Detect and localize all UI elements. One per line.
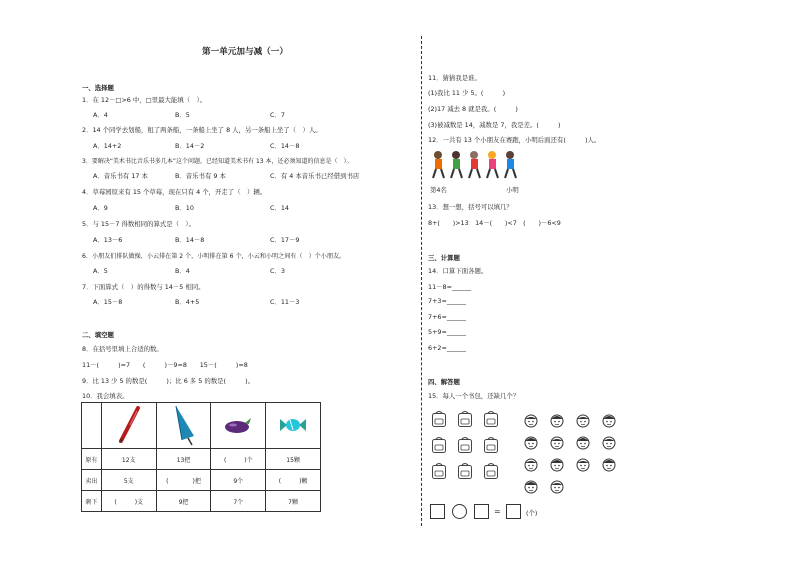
- calc-item: 6+2=______: [428, 344, 467, 352]
- question-10: 10．我会填表。: [82, 392, 129, 400]
- calc-item: 5+9=______: [428, 328, 467, 336]
- q5-option-c: C．17－9: [270, 236, 300, 244]
- answer-box[interactable]: [430, 504, 445, 519]
- schoolbag-icon: [430, 436, 448, 454]
- label-fourth-place: 第4名: [430, 186, 447, 194]
- q6-option-a: A．5: [93, 267, 108, 275]
- umbrella-icon: [170, 404, 198, 446]
- unit-label: (个): [526, 509, 538, 517]
- candy-cell: [266, 403, 321, 449]
- table-cell: 7颗: [266, 491, 321, 512]
- row-label-original: 原有: [82, 449, 102, 470]
- child-face-icon: [549, 478, 565, 494]
- q6-option-c: C．3: [270, 267, 285, 275]
- q5-option-a: A．13－6: [93, 236, 123, 244]
- schoolbag-icon: [456, 462, 474, 480]
- row-label-sold: 卖出: [82, 470, 102, 491]
- pen-icon: [116, 405, 142, 445]
- child-face-icon: [601, 456, 617, 472]
- q4-option-b: B．10: [175, 204, 194, 212]
- goods-table: [81, 402, 321, 512]
- question-8: 8．在括号里填上合适的数。: [82, 345, 163, 353]
- question-14: 14．口算下面各题。: [428, 267, 488, 275]
- section-solve-heading: 四、解答题: [428, 378, 460, 386]
- row-label-remaining: 剩下: [82, 491, 102, 512]
- table-cell: 13把: [156, 449, 211, 470]
- child-face-icon: [523, 412, 539, 428]
- child-face-icon: [523, 456, 539, 472]
- question-2: 2．14 个同学去划船，租了两条船，一条船上坐了 8 人，另一条船上坐了（ ）人。: [82, 126, 322, 134]
- section-fill-heading: 二、填空题: [82, 331, 114, 339]
- q3-option-c: C．有 4 本音乐书已经借到书店: [270, 172, 360, 180]
- table-cell: 9个: [211, 470, 266, 491]
- child-figure: [487, 151, 498, 178]
- q7-option-c: C．11－3: [270, 298, 300, 306]
- calc-item: 11－8=______: [428, 283, 472, 291]
- schoolbag-icon: [430, 410, 448, 428]
- child-face-icon: [601, 412, 617, 428]
- question-11: 11．猜猜我是谁。: [428, 74, 481, 82]
- table-cell: 9把: [156, 491, 211, 512]
- answer-box[interactable]: [474, 504, 489, 519]
- q3-option-a: A．音乐书有 17 本: [93, 172, 148, 180]
- schoolbag-icon: [456, 436, 474, 454]
- candy-icon: [278, 415, 308, 435]
- q11-line-3: (3)被减数是 14，减数是 7，我是差。( ): [428, 121, 561, 129]
- child-face-icon: [575, 412, 591, 428]
- q2-option-b: B．14－2: [175, 142, 205, 150]
- question-5: 5．与 15－7 得数相同的算式是（ ）。: [82, 220, 195, 228]
- equals-sign: =: [494, 507, 501, 516]
- table-cell: 5支: [101, 470, 156, 491]
- table-cell: 7个: [211, 491, 266, 512]
- question-3: 3．要解决“美术书比音乐书多几本”这个问题，已经知道美术书有 13 本，还必须知道的信息是（ ）。: [82, 158, 353, 165]
- question-8-equations: 11－( )=7 ( )－9=8 15－( )=8: [82, 361, 248, 369]
- table-cell: 15颗: [266, 449, 321, 470]
- child-face-icon: [549, 456, 565, 472]
- umbrella-cell: [156, 403, 211, 449]
- child-face-icon: [575, 456, 591, 472]
- schoolbag-icon: [482, 436, 500, 454]
- answer-box[interactable]: [506, 504, 521, 519]
- question-1: 1．在 12－□>6 中，□里最大能填（ ）。: [82, 96, 207, 104]
- child-face-icon: [523, 478, 539, 494]
- child-face-icon: [549, 434, 565, 450]
- q7-option-b: B．4+5: [175, 298, 200, 306]
- child-face-icon: [549, 412, 565, 428]
- q1-option-c: C．7: [270, 111, 285, 119]
- eggplant-cell: [211, 403, 266, 449]
- pen-cell: [101, 403, 156, 449]
- question-15: 15．每人一个书包，还缺几个？: [428, 392, 520, 400]
- section-choice-heading: 一、选择题: [82, 84, 114, 92]
- question-13: 13．想一想，括号可以填几？: [428, 203, 513, 211]
- schoolbag-icon: [482, 410, 500, 428]
- running-children-illustration: [430, 148, 530, 184]
- question-13-inequalities: 8+( )>13 14－( )<7 ( )－6<9: [428, 219, 561, 227]
- table-cell: ( )把: [156, 470, 211, 491]
- child-face-icon: [523, 434, 539, 450]
- q1-option-b: B．5: [175, 111, 190, 119]
- calc-item: 7+3=______: [428, 297, 467, 305]
- child-face-icon: [575, 434, 591, 450]
- q4-option-a: A．9: [93, 204, 108, 212]
- question-7: 7．下面算式（ ）的得数与 14－5 相同。: [82, 283, 205, 291]
- q5-option-b: B．14－8: [175, 236, 205, 244]
- table-cell: ( )个: [211, 449, 266, 470]
- schoolbag-icon: [456, 410, 474, 428]
- q2-option-c: C．14－8: [270, 142, 300, 150]
- calc-item: 7+6=______: [428, 313, 467, 321]
- question-12: 12．一共有 13 个小朋友在赛跑，小明后面还有( )人。: [428, 136, 601, 144]
- q4-option-c: C．14: [270, 204, 289, 212]
- question-4: 4．草莓园原来有 15 个草莓，现在只有 4 个，开走了（ ）辆。: [82, 188, 267, 196]
- q6-option-b: B．4: [175, 267, 190, 275]
- schoolbag-icon: [430, 462, 448, 480]
- q2-option-a: A．14+2: [93, 142, 122, 150]
- operator-circle[interactable]: [452, 504, 467, 519]
- child-figure: [451, 151, 462, 178]
- child-figure: [433, 151, 444, 178]
- child-face-icon: [601, 434, 617, 450]
- label-xiaoming: 小明: [506, 186, 519, 194]
- q11-line-2: (2)17 减去 8 就是我。( ): [428, 105, 518, 113]
- table-cell: ( )支: [101, 491, 156, 512]
- table-cell: ( )颗: [266, 470, 321, 491]
- table-cell: 12支: [101, 449, 156, 470]
- q7-option-a: A．15－8: [93, 298, 123, 306]
- section-calc-heading: 三、计算题: [428, 254, 460, 262]
- schoolbag-icon: [482, 462, 500, 480]
- page-title: 第一单元加与减（一）: [202, 47, 288, 57]
- q11-line-1: (1)我比 11 少 5。( ): [428, 89, 506, 97]
- q1-option-a: A．4: [93, 111, 108, 119]
- table-corner-cell: [82, 403, 102, 449]
- column-divider: [421, 36, 422, 526]
- child-figure: [469, 151, 480, 178]
- q3-option-b: B．音乐书有 9 本: [175, 172, 226, 180]
- eggplant-icon: [223, 414, 253, 436]
- child-figure: [505, 151, 516, 178]
- question-6: 6．小朋友们排队做操，小云排在第 2 个，小明排在第 6 个，小云和小明之间有（ ）个小朋友。: [82, 253, 346, 260]
- question-9: 9．比 13 少 5 的数是( )；比 6 多 5 的数是( )。: [82, 377, 255, 385]
